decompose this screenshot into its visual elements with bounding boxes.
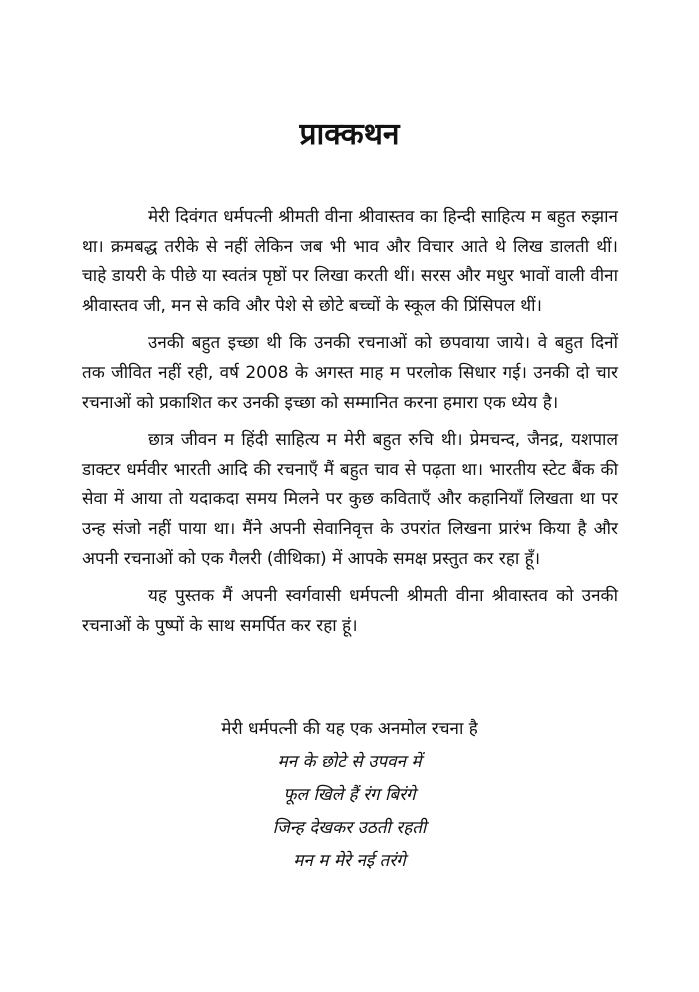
- poem-line-4: मन म मेरे नई तरंगे: [293, 851, 406, 871]
- preface-body: [82, 203, 618, 649]
- poem-line-3: जिन्ह देखकर उठती रहती: [272, 818, 427, 838]
- paragraph-3: छात्र जीवन म हिंदी साहित्य म मेरी बहुत रुचि थी। प्रेमचन्द, जैनद्र, यशपाल डाक्टर धर्मवीर भारती आदि की रचनाएँ मैं बहुत चाव से पढ़ता था। भारतीय स्टेट बैंक की सेवा में आया तो यदाकदा समय मिलने पर कुछ कविताएँ और कहानियाँ लिखता था पर उन्ह संजो नहीं पाया था। मैंने अपनी सेवानिवृत्त के उपरांत लिखना प्रारंभ किया है और अपनी रचनाओं को एक गैलरी (वीथिका) में आपके समक्ष प्रस्तुत कर रहा हूँ।: [82, 430, 618, 569]
- paragraph-4: यह पुस्तक मैं अपनी स्वर्गवासी धर्मपत्नी श्रीमती वीना श्रीवास्तव को उनकी रचनाओं के पुष्पों के साथ समर्पित कर रहा हूं।: [82, 586, 618, 636]
- poem-line-2: फूल खिले हैं रंग बिरंगे: [283, 785, 416, 805]
- poem-line-1: मन के छोटे से उपवन में: [277, 752, 422, 772]
- page-title: प्राक्कथन: [299, 117, 400, 152]
- poem-intro: मेरी धर्मपत्नी की यह एक अनमोल रचना है: [221, 719, 478, 739]
- paragraph-2: उनकी बहुत इच्छा थी कि उनकी रचनाओं को छपवाया जाये। वे बहुत दिनों तक जीवित नहीं रही, वर्ष 2008 के अगस्त माह म परलोक सिधार गई। उनकी दो चार रचनाओं को प्रकाशित कर उनकी इच्छा को सम्मानित करना हमारा एक ध्येय है।: [82, 333, 618, 413]
- paragraph-1: मेरी दिवंगत धर्मपत्नी श्रीमती वीना श्रीवास्तव का हिन्दी साहित्य म बहुत रुझान था। क्रमबद्ध तरीके से नहीं लेकिन जब भी भाव और विचार आते थे लिख डालती थीं। चाहे डायरी के पीछे या स्वतंत्र पृष्ठों पर लिखा करती थीं। सरस और मधुर भावों वाली वीना श्रीवास्तव जी, मन से कवि और पेशे से छोटे बच्चों के स्कूल की प्रिंसिपल थीं।: [82, 207, 618, 316]
- poem: [0, 746, 699, 878]
